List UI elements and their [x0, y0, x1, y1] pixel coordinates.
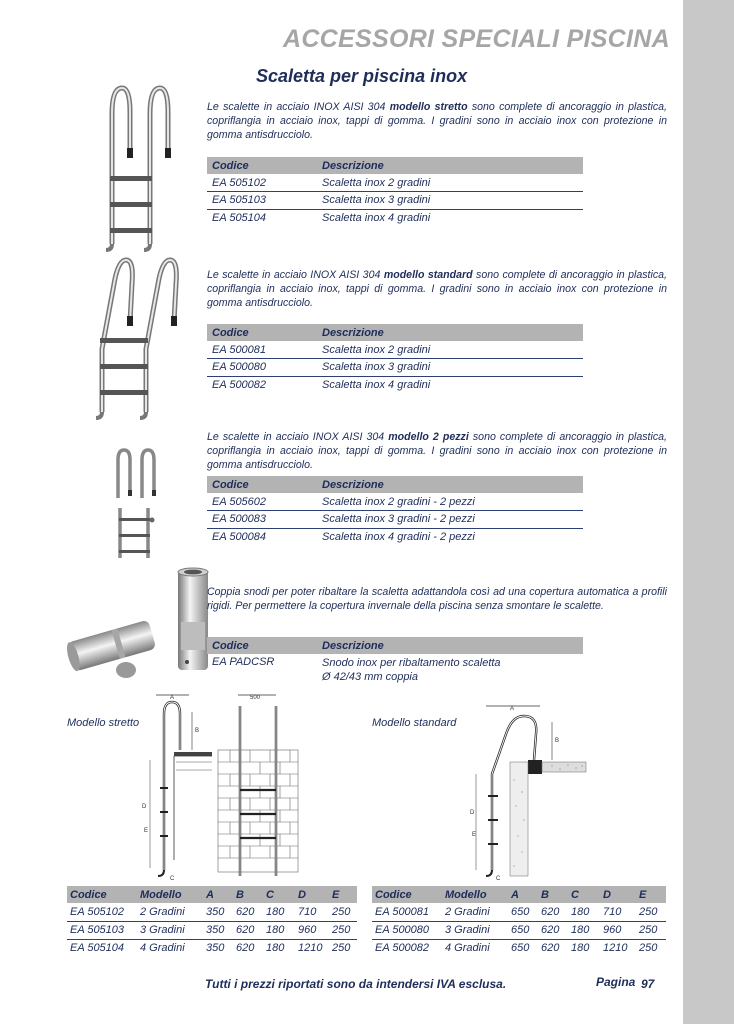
product-description: Le scalette in acciaio INOX AISI 304 modello standard sono complete di ancoraggio in plastica, copriflangia in acciaio inox, tappi di gomma. I gradini sono in acciaio inox con protezione in gomma antisdrucciolo. — [207, 269, 667, 309]
col-code: Codice — [207, 324, 317, 341]
table-row: EA 500080 Scaletta inox 3 gradini — [207, 359, 583, 377]
col-desc: Descrizione — [317, 324, 583, 341]
dim-letter: E — [472, 832, 477, 838]
product-description: Coppia snodi per poter ribaltare la scaletta adattandola così ad una copertura automatica a profili rigidi. Per permettere la copertura invernale della piscina senza smontare le scalette. — [207, 586, 667, 612]
table-row: EA 500081 Scaletta inox 2 gradini — [207, 341, 583, 359]
table-row: EA 505104 Scaletta inox 4 gradini — [212, 212, 431, 224]
col-code: Codice — [207, 476, 317, 493]
table-row: EA 500083 Scaletta inox 3 gradini - 2 pezzi — [207, 511, 583, 529]
ladder-narrow-photo — [100, 84, 190, 254]
drawing-narrow-side — [134, 690, 214, 882]
page-label: Pagina — [596, 975, 636, 989]
dim-letter: D — [142, 804, 147, 810]
dim-letter: B — [195, 728, 200, 734]
product-table — [207, 157, 583, 227]
table-row: EA 505602 Scaletta inox 2 gradini - 2 pezzi — [207, 493, 583, 511]
dimension-table-standard: Codice Modello A B C D E EA 500081 2 Gradini 650 620 180 710 250 EA 500080 3 Gradini 650 620 180 960 250 EA 500082 4 Gradini 650 620 180 1210 250 — [372, 886, 666, 957]
table-row: EA 505103 Scaletta inox 3 gradini — [207, 192, 583, 210]
dim-letter: A — [170, 695, 175, 701]
dim-letter: B — [555, 738, 560, 744]
ladder-standard-photo — [88, 254, 188, 424]
table-row: EA 500082 4 Gradini 650 620 180 1210 250 — [375, 942, 658, 955]
label-model-standard: Modello standard — [372, 717, 457, 729]
table-row: EA 500084 Scaletta inox 4 gradini - 2 pezzi — [212, 531, 475, 543]
label-model-narrow: Modello stretto — [67, 717, 140, 729]
page-number: 97 — [641, 977, 655, 991]
table-row: EA 500082 Scaletta inox 4 gradini — [212, 379, 431, 391]
dim-letter: C — [170, 876, 175, 882]
table-row: EA 505102 Scaletta inox 2 gradini — [207, 174, 583, 192]
product-table — [207, 476, 583, 546]
dim-500-label: 500 — [250, 695, 261, 701]
page-header: ACCESSORI SPECIALI PISCINA — [282, 25, 670, 53]
product-table — [207, 324, 583, 394]
ladder-two-piece-photo — [108, 446, 168, 566]
table-row: EA 500081 2 Gradini 650 620 180 710 250 — [372, 903, 666, 921]
dimension-table-narrow: Codice Modello A B C D E EA 505102 2 Gradini 350 620 180 710 250 EA 505103 3 Gradini 350 620 180 960 250 EA 505104 4 Gradini 350 620 180 1210 250 — [67, 886, 357, 957]
dim-letter: D — [470, 810, 475, 816]
table-row: EA 505102 2 Gradini 350 620 180 710 250 — [67, 903, 357, 921]
col-desc: Descrizione — [317, 637, 583, 654]
dim-letter: E — [144, 828, 149, 834]
product-description: Le scalette in acciaio INOX AISI 304 modello 2 pezzi sono complete di ancoraggio in plastica, copriflangia in acciaio inox, tappi di gomma. I gradini sono in acciaio inox con protezione in gomma antisdrucciolo. — [207, 431, 667, 471]
col-code: Codice — [207, 637, 317, 654]
col-code: Codice — [207, 157, 317, 174]
section-title: Scaletta per piscina inox — [256, 66, 468, 86]
drawing-narrow-front — [216, 690, 300, 882]
table-row: EA PADCSR Snodo inox per ribaltamento scaletta Ø 42/43 mm coppia — [212, 656, 501, 683]
footer-note: Tutti i prezzi riportati sono da intendersi IVA esclusa. — [205, 977, 507, 991]
dim-letter: A — [510, 706, 515, 712]
dim-letter: C — [496, 876, 501, 882]
col-desc: Descrizione — [317, 157, 583, 174]
hinge-joint-photo — [64, 566, 214, 690]
product-description: Le scalette in acciaio INOX AISI 304 modello stretto sono complete di ancoraggio in plastica, copriflangia in acciaio inox, tappi di gomma. I gradini sono in acciaio inox con protezione in gomma antisdrucciolo. — [207, 101, 667, 141]
product-table — [207, 637, 583, 686]
table-row: EA 505103 3 Gradini 350 620 180 960 250 — [67, 921, 357, 939]
table-row: EA 500080 3 Gradini 650 620 180 960 250 — [372, 921, 666, 939]
table-row: EA 505104 4 Gradini 350 620 180 1210 250 — [70, 942, 351, 955]
col-desc: Descrizione — [317, 476, 583, 493]
side-band — [683, 0, 734, 1024]
drawing-standard-side — [462, 700, 588, 882]
